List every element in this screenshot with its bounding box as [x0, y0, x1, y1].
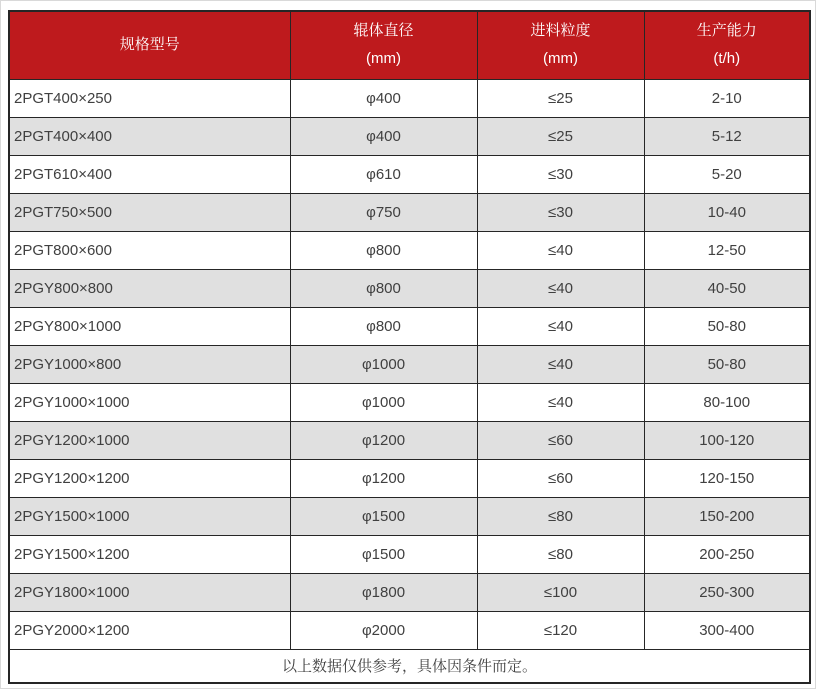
spec-table	[8, 10, 811, 684]
capacity-cell: 120-150	[644, 459, 810, 497]
capacity-cell: 200-250	[644, 535, 810, 573]
header-capacity-unit: (t/h)	[713, 50, 741, 68]
table-row	[9, 117, 810, 155]
table-footer	[9, 649, 810, 683]
diameter-cell: φ800	[290, 269, 477, 307]
header-cell-roller-diameter	[290, 11, 477, 79]
diameter-cell: φ1500	[290, 535, 477, 573]
model-cell: 2PGY1800×1000	[9, 573, 290, 611]
feed-size-cell: ≤80	[477, 535, 644, 573]
feed-size-cell: ≤30	[477, 155, 644, 193]
diameter-cell: φ800	[290, 307, 477, 345]
header-roller-diameter-label: 辊体直径	[353, 22, 414, 40]
header-capacity-label: 生产能力	[696, 22, 757, 40]
diameter-cell: φ800	[290, 231, 477, 269]
feed-size-cell: ≤25	[477, 79, 644, 117]
capacity-cell: 80-100	[644, 383, 810, 421]
diameter-cell: φ1500	[290, 497, 477, 535]
model-cell: 2PGY1200×1000	[9, 421, 290, 459]
feed-size-cell: ≤60	[477, 421, 644, 459]
capacity-cell: 10-40	[644, 193, 810, 231]
footer-note: 以上数据仅供参考，具体因条件而定。	[9, 649, 810, 683]
capacity-cell: 300-400	[644, 611, 810, 649]
model-cell: 2PGT610×400	[9, 155, 290, 193]
feed-size-cell: ≤60	[477, 459, 644, 497]
feed-size-cell: ≤40	[477, 269, 644, 307]
table-row	[9, 155, 810, 193]
header-cell-capacity	[644, 11, 810, 79]
diameter-cell: φ1800	[290, 573, 477, 611]
feed-size-cell: ≤80	[477, 497, 644, 535]
header-model-label: 规格型号	[119, 36, 180, 54]
diameter-cell: φ1000	[290, 345, 477, 383]
table-row	[9, 421, 810, 459]
diameter-cell: φ750	[290, 193, 477, 231]
table-row	[9, 231, 810, 269]
table-row	[9, 193, 810, 231]
diameter-cell: φ610	[290, 155, 477, 193]
table-row	[9, 345, 810, 383]
capacity-cell: 50-80	[644, 307, 810, 345]
feed-size-cell: ≤25	[477, 117, 644, 155]
diameter-cell: φ400	[290, 117, 477, 155]
table-row	[9, 573, 810, 611]
capacity-cell: 150-200	[644, 497, 810, 535]
header-feed-size-label: 进料粒度	[530, 22, 591, 40]
table-row	[9, 611, 810, 649]
model-cell: 2PGT400×250	[9, 79, 290, 117]
model-cell: 2PGT400×400	[9, 117, 290, 155]
header-roller-diameter-unit: (mm)	[366, 50, 401, 68]
table-row	[9, 383, 810, 421]
header-cell-model	[9, 11, 290, 79]
table-row	[9, 459, 810, 497]
model-cell: 2PGY1500×1200	[9, 535, 290, 573]
header-feed-size-unit: (mm)	[543, 50, 578, 68]
capacity-cell: 40-50	[644, 269, 810, 307]
table-row	[9, 307, 810, 345]
feed-size-cell: ≤40	[477, 383, 644, 421]
table-row	[9, 497, 810, 535]
model-cell: 2PGT750×500	[9, 193, 290, 231]
model-cell: 2PGY1200×1200	[9, 459, 290, 497]
feed-size-cell: ≤40	[477, 231, 644, 269]
model-cell: 2PGY800×800	[9, 269, 290, 307]
diameter-cell: φ1200	[290, 421, 477, 459]
feed-size-cell: ≤120	[477, 611, 644, 649]
table-row	[9, 535, 810, 573]
capacity-cell: 100-120	[644, 421, 810, 459]
model-cell: 2PGY1000×800	[9, 345, 290, 383]
diameter-cell: φ1200	[290, 459, 477, 497]
capacity-cell: 5-20	[644, 155, 810, 193]
table-row	[9, 79, 810, 117]
diameter-cell: φ400	[290, 79, 477, 117]
capacity-cell: 50-80	[644, 345, 810, 383]
model-cell: 2PGY2000×1200	[9, 611, 290, 649]
table-row	[9, 269, 810, 307]
capacity-cell: 2-10	[644, 79, 810, 117]
model-cell: 2PGY1000×1000	[9, 383, 290, 421]
capacity-cell: 12-50	[644, 231, 810, 269]
header-cell-feed-size	[477, 11, 644, 79]
feed-size-cell: ≤40	[477, 307, 644, 345]
capacity-cell: 250-300	[644, 573, 810, 611]
table-header-row	[9, 11, 810, 79]
capacity-cell: 5-12	[644, 117, 810, 155]
model-cell: 2PGY1500×1000	[9, 497, 290, 535]
feed-size-cell: ≤40	[477, 345, 644, 383]
model-cell: 2PGT800×600	[9, 231, 290, 269]
diameter-cell: φ2000	[290, 611, 477, 649]
diameter-cell: φ1000	[290, 383, 477, 421]
feed-size-cell: ≤100	[477, 573, 644, 611]
feed-size-cell: ≤30	[477, 193, 644, 231]
model-cell: 2PGY800×1000	[9, 307, 290, 345]
